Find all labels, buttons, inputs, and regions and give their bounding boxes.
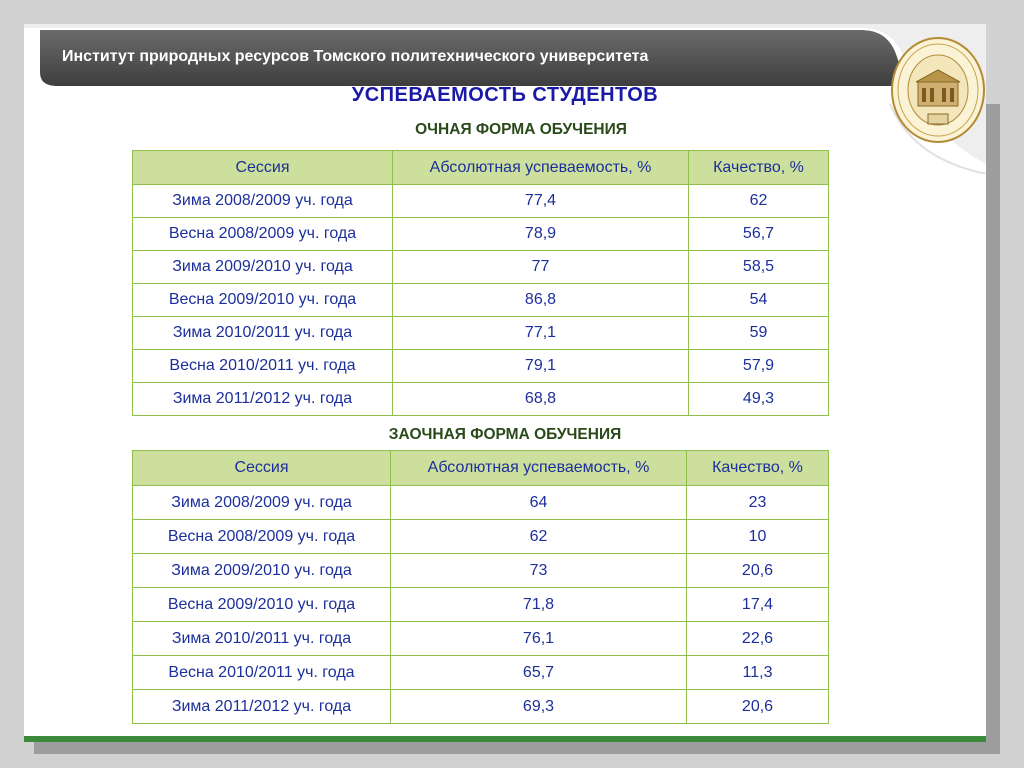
table-row [133,218,829,251]
absolute-cell: 77 [393,251,689,284]
absolute-cell: 68,8 [393,383,689,416]
absolute-cell: 65,7 [391,656,687,690]
quality-cell: 49,3 [689,383,829,416]
page-title: УСПЕВАЕМОСТЬ СТУДЕНТОВ [351,84,659,106]
table-row [133,622,829,656]
table-header-row [133,451,829,486]
absolute-cell: 69,3 [391,690,687,724]
part-time-table [132,450,829,724]
institute-header: Институт природных ресурсов Томского политехнического университета [62,48,649,65]
absolute-cell: 73 [391,554,687,588]
full-time-table [132,150,829,416]
quality-cell: 11,3 [687,656,829,690]
session-cell: Зима 2009/2010 уч. года [133,251,393,284]
quality-cell: 17,4 [687,588,829,622]
column-header-absolute: Абсолютная успеваемость, % [391,451,687,486]
quality-cell: 56,7 [689,218,829,251]
session-cell: Весна 2008/2009 уч. года [133,218,393,251]
table-row [133,185,829,218]
absolute-cell: 76,1 [391,622,687,656]
slide [24,24,986,742]
table-row [133,554,829,588]
column-header-quality: Качество, % [689,151,829,185]
session-cell: Зима 2011/2012 уч. года [133,690,391,724]
table-row [133,520,829,554]
quality-cell: 22,6 [687,622,829,656]
absolute-cell: 79,1 [393,350,689,383]
table-row [133,486,829,520]
quality-cell: 10 [687,520,829,554]
table-row [133,690,829,724]
absolute-cell: 86,8 [393,284,689,317]
quality-cell: 57,9 [689,350,829,383]
session-cell: Зима 2008/2009 уч. года [133,185,393,218]
quality-cell: 20,6 [687,690,829,724]
absolute-cell: 77,4 [393,185,689,218]
quality-cell: 20,6 [687,554,829,588]
session-cell: Весна 2009/2010 уч. года [133,588,391,622]
table-header-row [133,151,829,185]
absolute-cell: 71,8 [391,588,687,622]
table-row [133,317,829,350]
session-cell: Зима 2009/2010 уч. года [133,554,391,588]
absolute-cell: 62 [391,520,687,554]
column-header-quality: Качество, % [687,451,829,486]
full-time-heading: ОЧНАЯ ФОРМА ОБУЧЕНИЯ [415,121,627,138]
table-row [133,656,829,690]
session-cell: Весна 2010/2011 уч. года [133,350,393,383]
column-header-session: Сессия [133,151,393,185]
session-cell: Зима 2010/2011 уч. года [133,622,391,656]
quality-cell: 58,5 [689,251,829,284]
bottom-accent-bar [24,736,986,742]
quality-cell: 23 [687,486,829,520]
session-cell: Зима 2011/2012 уч. года [133,383,393,416]
session-cell: Весна 2010/2011 уч. года [133,656,391,690]
table-row [133,284,829,317]
table-row [133,251,829,284]
absolute-cell: 78,9 [393,218,689,251]
quality-cell: 62 [689,185,829,218]
part-time-heading: ЗАОЧНАЯ ФОРМА ОБУЧЕНИЯ [388,426,622,443]
column-header-session: Сессия [133,451,391,486]
column-header-absolute: Абсолютная успеваемость, % [393,151,689,185]
quality-cell: 59 [689,317,829,350]
table-row [133,383,829,416]
quality-cell: 54 [689,284,829,317]
session-cell: Зима 2008/2009 уч. года [133,486,391,520]
session-cell: Весна 2008/2009 уч. года [133,520,391,554]
absolute-cell: 64 [391,486,687,520]
session-cell: Зима 2010/2011 уч. года [133,317,393,350]
table-row [133,588,829,622]
absolute-cell: 77,1 [393,317,689,350]
session-cell: Весна 2009/2010 уч. года [133,284,393,317]
table-row [133,350,829,383]
